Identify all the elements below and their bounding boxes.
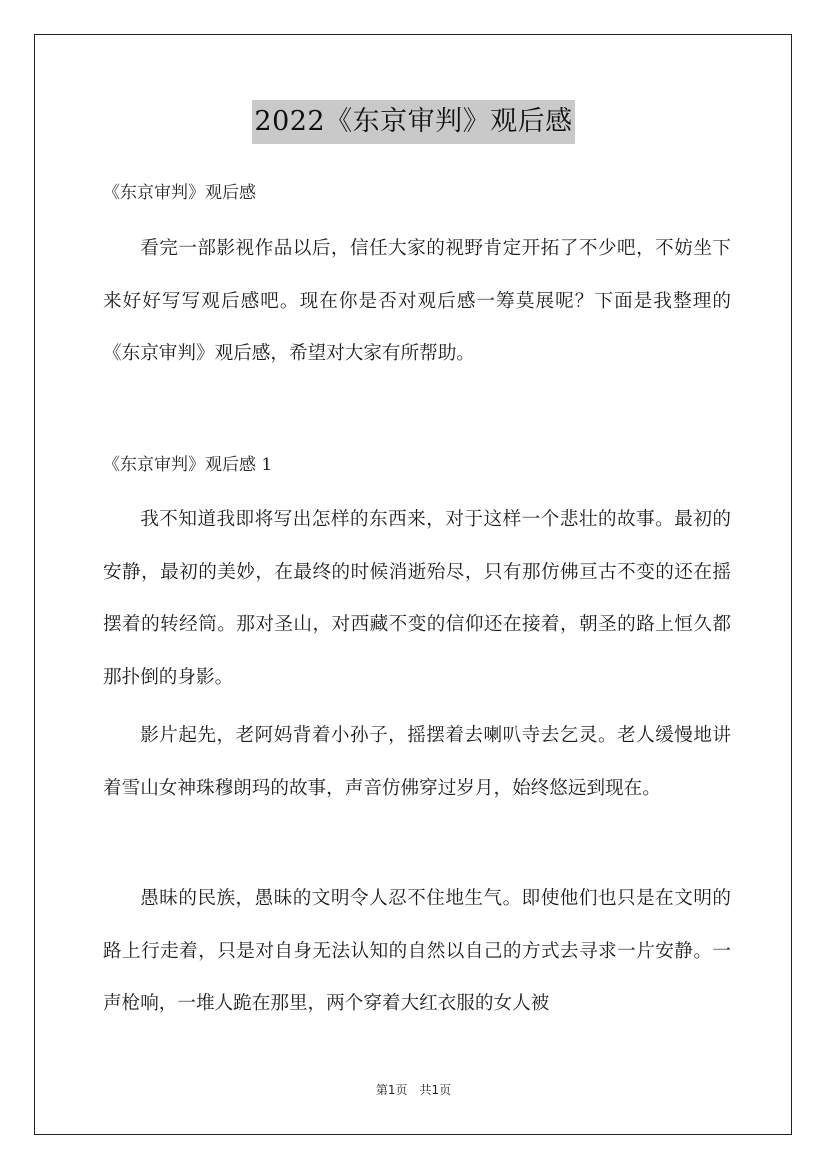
- section-heading: 《东京审判》观后感 1: [103, 455, 273, 475]
- document-title: 2022《东京审判》观后感: [252, 100, 574, 144]
- title-container: [0, 100, 827, 144]
- body-paragraph: 我不知道我即将写出怎样的东西来，对于这样一个悲壮的故事。最初的安静，最初的美妙，在最终的时候消逝殆尽，只有那仿佛亘古不变的还在摇摆着的转经筒。那对圣山，对西藏不变的信仰还在接着，朝圣的路上恒久都那扑倒的身影。: [103, 509, 731, 688]
- intro-heading: 《东京审判》观后感: [103, 183, 256, 203]
- body-paragraph: 影片起先，老阿妈背着小孙子，摇摆着去喇叭寺去乞灵。老人缓慢地讲着雪山女神珠穆朗玛的故事，声音仿佛穿过岁月，始终悠远到现在。: [103, 725, 731, 799]
- page-number-footer: 第1页 共1页: [375, 1083, 452, 1097]
- intro-paragraph: 看完一部影视作品以后，信任大家的视野肯定开拓了不少吧，不妨坐下来好好写写观后感吧。现在你是否对观后感一筹莫展呢？下面是我整理的《东京审判》观后感，希望对大家有所帮助。: [103, 238, 731, 364]
- body-paragraph: 愚昧的民族，愚昧的文明令人忍不住地生气。即使他们也只是在文明的路上行走着，只是对自身无法认知的自然以自己的方式去寻求一片安静。一声枪响，一堆人跪在那里，两个穿着大红衣服的女人被: [103, 888, 731, 1014]
